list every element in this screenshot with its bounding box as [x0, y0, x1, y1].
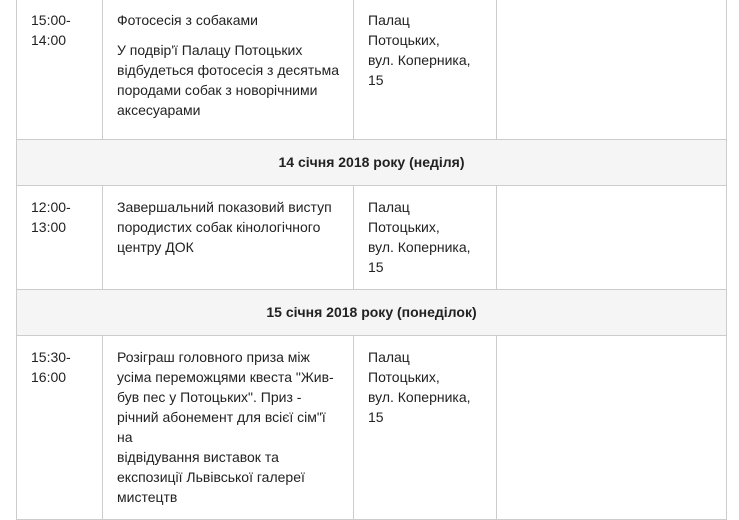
date-header: 15 січня 2018 року (понеділок) [17, 290, 727, 336]
event-extra [497, 0, 727, 140]
date-header-row [17, 290, 727, 336]
event-location [354, 0, 497, 140]
event-time: 12:00-13:00 [17, 186, 103, 290]
location-address: вул. Коперника, 15 [368, 239, 471, 275]
event-details [103, 0, 354, 140]
event-schedule-table [16, 0, 727, 520]
event-location [354, 186, 497, 290]
event-details [103, 336, 354, 520]
table-row [17, 336, 727, 520]
table-row [17, 0, 727, 140]
event-location [354, 336, 497, 520]
date-header-row [17, 140, 727, 186]
event-title: Розіграш головного приза між усіма переможцями квеста "Жив- був пес у Потоцьких". Приз - річний абонемент для всієї сім"ї на відвідування виставок та експозиції Львівської галереї мистецтв [117, 349, 334, 505]
event-time: 15:00-14:00 [17, 0, 103, 140]
event-extra [497, 336, 727, 520]
location-address: вул. Коперника, 15 [368, 389, 471, 425]
event-extra [497, 186, 727, 290]
location-name: Палац Потоцьких, [368, 199, 440, 235]
location-address: вул. Коперника, 15 [368, 52, 471, 88]
table-row [17, 186, 727, 290]
event-title: Завершальний показовий виступ породистих собак кінологічного центру ДОК [117, 199, 332, 255]
event-description: У подвір'ї Палацу Потоцьких відбудеться фотосесія з десятьма породами собак з новорічними аксесуарами [117, 42, 339, 118]
date-header: 14 січня 2018 року (неділя) [17, 140, 727, 186]
event-title: Фотосесія з собаками [117, 12, 258, 28]
location-name: Палац Потоцьких, [368, 349, 440, 385]
event-details [103, 186, 354, 290]
location-name: Палац Потоцьких, [368, 12, 440, 48]
event-time: 15:30-16:00 [17, 336, 103, 520]
